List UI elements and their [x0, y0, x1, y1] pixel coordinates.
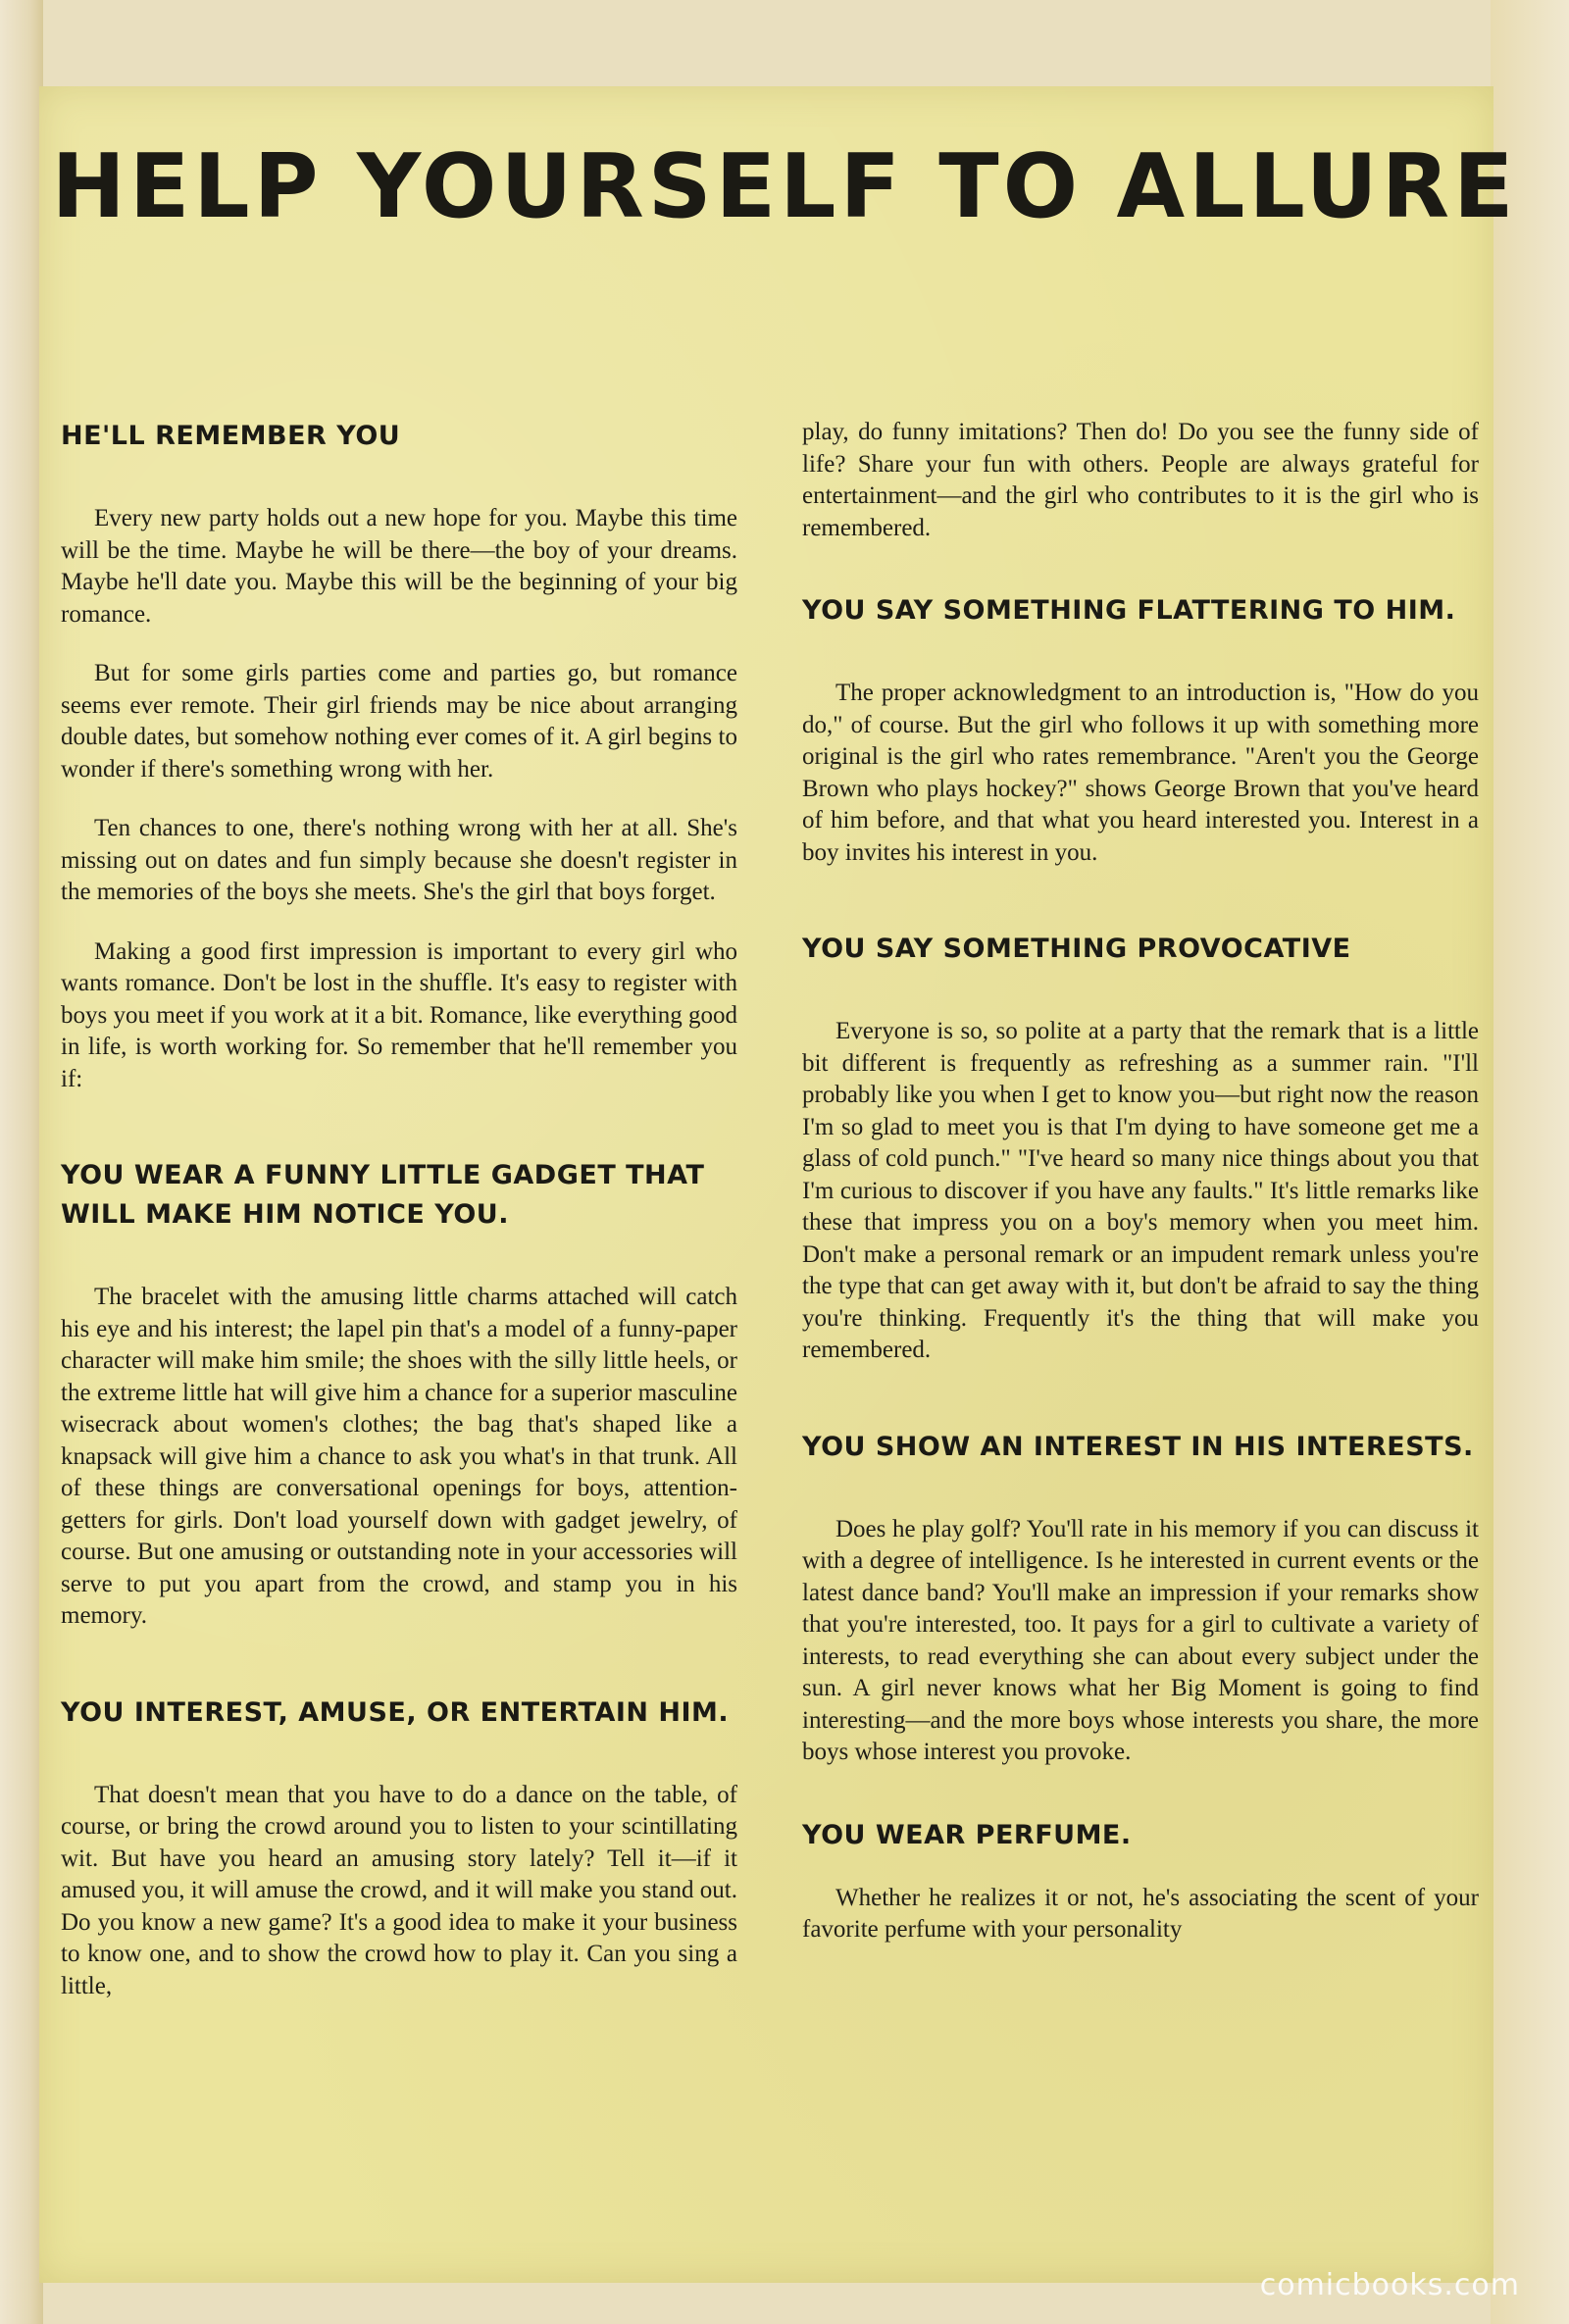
- section-heading-perfume: YOU WEAR PERFUME.: [802, 1819, 1132, 1850]
- paragraph: Ten chances to one, there's nothing wrong with her at all. She's missing out on dates and fun simply because she doesn't register in the memories of the boys she meets. She's the girl that boys forget.: [61, 815, 737, 905]
- right-column: [802, 417, 1479, 1946]
- paragraph: The bracelet with the amusing little charms attached will catch his eye and his interest; the lapel pin that's a model of a funny-paper character will make him smile; the shoes with the silly little heels, or the extreme little hat will give him a chance for a superior masculine wisecrack about women's clothes; the bag that's shaped like a knapsack will give him a chance to ask you what's in that trunk. All of these things are conversational openings for boys, attention-getters for girls. Don't load yourself down with gadget jewelry, of course. But one amusing or outstanding note in your accessories will serve to put you apart from the crowd, and stamp you in his memory.: [61, 1284, 737, 1629]
- paragraph: But for some girls parties come and parties go, but romance seems ever remote. Their girl friends may be nice about arranging double dates, but somehow nothing ever comes of it. A girl begins to wonder if there's something wrong with her.: [61, 660, 737, 783]
- paragraph: Every new party holds out a new hope for you. Maybe this time will be the time. Maybe he will be there—the boy of your dreams. Maybe he'll date you. Maybe this will be the beginning of your big romance.: [61, 505, 737, 628]
- section-heading-flattering: YOU SAY SOMETHING FLATTERING TO HIM.: [802, 595, 1456, 626]
- paragraph-entertain-part2: play, do funny imitations? Then do! Do you see the funny side of life? Share your fun with others. People are always grateful for entertainment—and the girl who contributes to it is the girl who is remembered.: [802, 419, 1479, 541]
- paragraph: Does he play golf? You'll rate in his memory if you can discuss it with a degree of intelligence. Is he interested in current events or the latest dance band? You'll make an impression if your remarks show that you're interested, too. It pays for a girl to cultivate a variety of interests, to read everything she can about every subject under the sun. A girl never knows what her Big Moment is going to find interesting—and the more boys whose interests you share, the more boys whose interest you provoke.: [802, 1515, 1479, 1765]
- left-column: [61, 417, 737, 2002]
- section-heading-gadget: YOU WEAR A FUNNY LITTLE GADGET THAT WILL MAKE HIM NOTICE YOU.: [61, 1160, 705, 1230]
- section-heading-provocative: YOU SAY SOMETHING PROVOCATIVE: [802, 934, 1351, 964]
- section-heading-entertain: YOU INTEREST, AMUSE, OR ENTERTAIN HIM.: [61, 1696, 730, 1728]
- paragraph: Making a good first impression is important to every girl who wants romance. Don't be lost in the shuffle. It's easy to register with boys you meet if you work at it a bit. Romance, like everything good in life, is worth working for. So remember that he'll remember you if:: [61, 937, 737, 1092]
- paragraph: Whether he realizes it or not, he's associating the scent of your favorite perfume with your personality: [802, 1884, 1479, 1943]
- article-title: HELP YOURSELF TO ALLURE: [51, 135, 1518, 238]
- page-edge-left: [0, 0, 43, 2324]
- paragraph: Everyone is so, so polite at a party that the remark that is a little bit different is frequently as refreshing as a summer rain. "I'll probably like you when I get to know you—but right now the reason I'm so glad to meet you is that I'm dying to have someone get me a glass of cold punch." "I've heard so many nice things about you that I'm curious to discover if you have any faults." It's little remarks like these that impress you on a boy's memory when you meet him. Don't make a personal remark or an impudent remark unless you're the type that can get away with it, but don't be afraid to say the thing you're thinking. Frequently it's the thing that will make you remembered.: [802, 1018, 1479, 1363]
- page-edge-right: [1491, 0, 1569, 2324]
- paragraph: The proper acknowledgment to an introduction is, "How do you do," of course. But the girl who follows it up with something more original is the girl who rates remembrance. "Aren't you the George Brown who plays hockey?" shows George Brown that you've heard of him before, and that what you heard interested you. Interest in a boy invites his interest in you.: [802, 680, 1479, 866]
- paragraph-entertain-part1: That doesn't mean that you have to do a dance on the table, of course, or bring the crowd around you to listen to your scintillating wit. But have you heard an amusing story lately? Tell it—if it amused you, it will amuse the crowd, and it will make you stand out. Do you know a new game? It's a good idea to make it your business to know one, and to show the crowd how to play it. Can you sing a little,: [61, 1781, 737, 1999]
- section-heading-remember: HE'LL REMEMBER YOU: [61, 421, 401, 451]
- watermark: comicbooks.com: [1259, 2268, 1520, 2302]
- section-heading-interests: YOU SHOW AN INTEREST IN HIS INTERESTS.: [802, 1431, 1474, 1462]
